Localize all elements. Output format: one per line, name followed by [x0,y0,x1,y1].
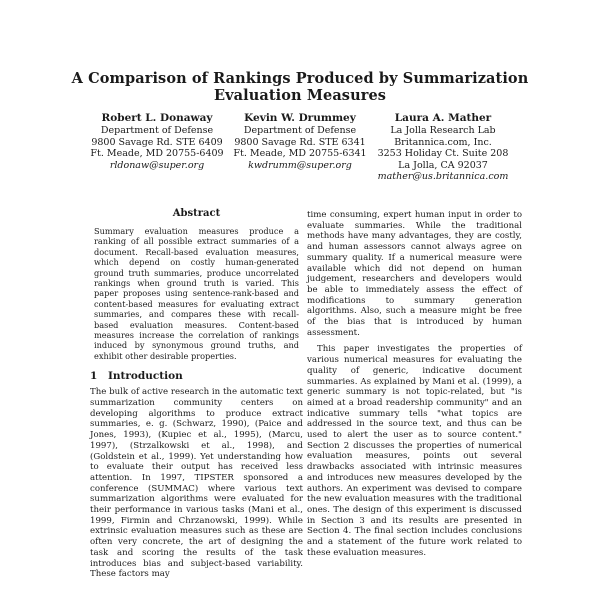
section-number: 1 [90,370,98,383]
author-address: Ft. Meade, MD 20755-6341 [233,148,367,160]
author-address: Ft. Meade, MD 20755-6409 [90,148,224,160]
author-affiliation: Department of Defense [243,125,357,136]
title-line-2: Evaluation Measures [213,87,387,104]
author-address: Britannica.com, Inc. [394,136,492,148]
author-address: 9800 Savage Rd. STE 6409 [91,136,223,148]
author-address: 3253 Holiday Ct. Suite 208 [377,148,509,160]
paper-title [40,70,560,104]
author-affiliation: Department of Defense [100,125,214,136]
author-address: La Jolla, CA 92037 [398,159,488,171]
abstract-heading: Abstract [172,208,221,219]
author-name: Kevin W. Drummey [244,112,356,124]
author-name: Robert L. Donaway [101,112,213,124]
author-affiliation: La Jolla Research Lab [390,125,496,136]
intro-paragraph: The bulk of active research in the automatic text summarization community centers on developing algorithms to produce extract summaries, e. g. (Schwarz, 1990), (Paice and Jones, 1993), (Kupiec et al., 1995), (Marcu, 1997), (Strzalkowski et al., 1998), and (Goldstein et al., 1999). Yet understanding how to evaluate their output has received less attention. In 1997, TIPSTER sponsored a conference (SUMMAC) where various text summarization algorithms were evaluated for their performance in various tasks (Mani et al., 1999, Firmin and Chrzanowski, 1999). While extrinsic evaluation measures such as these are often very concrete, the art of designing the task and scoring the results of the task introduces bias and subject-based variability. These factors may [90,387,303,580]
author-block-3 [358,112,528,183]
abstract-text: Summary evaluation measures produce a ranking of all possible extract summaries of a document. Recall-based evaluation measures, which depend on costly human-generated ground truth summaries, produce uncorrelated rankings when ground truth is varied. This paper proposes using sentence-rank-based and content-based measures for evaluating extract summaries, and compares these with recall-based evaluation measures. Content-based measures increase the correlation of rankings induced by synonymous ground truths, and exhibit other desirable properties. [94,226,299,361]
title-line-1: A Comparison of Rankings Produced by Summarization [71,70,529,87]
section-title: Introduction [108,370,183,383]
author-name: Laura A. Mather [394,112,492,124]
author-email: mather@us.britannica.com [377,171,509,183]
body-paragraph: time consuming, expert human input in order to evaluate summaries. While the traditional methods have many advantages, they are costly, and human assessors cannot always agree on summary quality. If a numerical measure were available which did not depend on human judgement, researchers and developers would be able to immediately assess the effect of modifications to summary generation algorithms. Also, such a measure might be free of the bias that is introduced by human assessment. [307,210,522,338]
author-email: rldonaw@super.org [109,159,205,171]
left-column [90,208,303,580]
body-paragraph: This paper investigates the properties of various numerical measures for evaluating the quality of generic, indicative document summaries. As explained by Mani et al. (1999), a generic summary is not topic-related, but "is aimed at a broad readership community" and an indicative summary tells "what topics are addressed in the source text, and thus can be used to alert the user as to source content." Section 2 discusses the properties of numerical evaluation measures, points out several drawbacks associated with intrinsic measures and introduces new measures developed by the authors. An experiment was devised to compare the new evaluation measures with the traditional ones. The design of this experiment is discussed in Section 3 and its results are presented in Section 4. The final section includes conclusions and a statement of the future work related to these evaluation measures. [307,344,522,558]
section-heading [90,370,303,382]
author-email: kwdrumm@super.org [248,159,352,171]
author-address: 9800 Savage Rd. STE 6341 [234,136,366,148]
right-column [307,210,522,559]
